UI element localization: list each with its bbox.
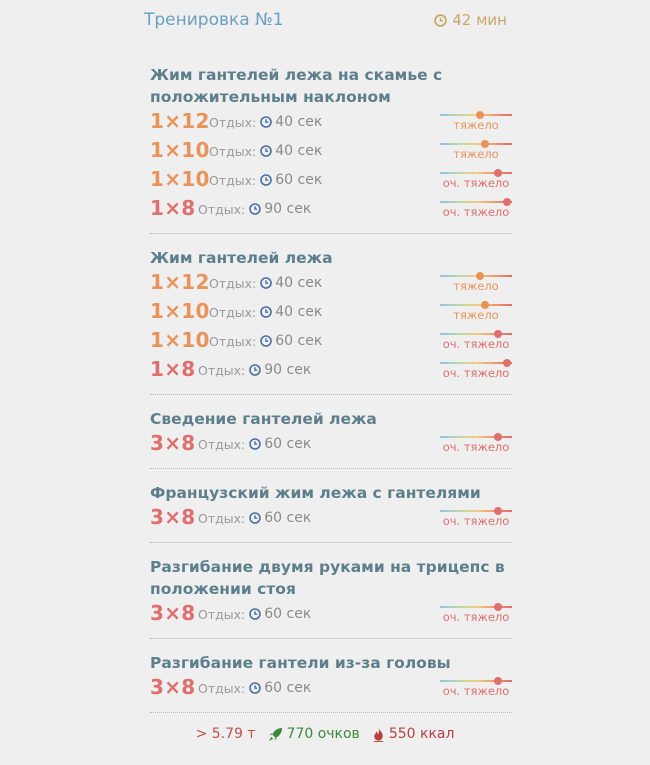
intensity-label: оч. тяжело: [442, 205, 510, 219]
rest-time: [198, 510, 311, 526]
set-reps: 3×8: [150, 431, 196, 455]
set-reps: 1×10: [150, 328, 210, 352]
set-row: [150, 298, 512, 327]
exercise-name[interactable]: Жим гантелей лежа: [150, 249, 333, 267]
clock-icon: [260, 116, 272, 128]
intensity-label: тяжело: [453, 118, 499, 132]
intensity-label: тяжело: [453, 308, 499, 322]
workout-duration: [434, 11, 507, 29]
set-row: [150, 504, 512, 533]
rest-label: Отдых:: [198, 680, 246, 696]
intensity-track: [440, 606, 512, 608]
intensity-track: [440, 510, 512, 512]
intensity-track: [440, 436, 512, 438]
set-reps: 1×10: [150, 138, 210, 162]
rest-time: [198, 680, 311, 696]
rest-label: Отдых:: [198, 362, 246, 378]
intensity-track: [440, 275, 512, 277]
intensity-track: [440, 333, 512, 335]
rest-value: 60 сек: [264, 510, 312, 526]
rest-time: [209, 333, 322, 349]
exercise-name[interactable]: Французский жим лежа с гантелями: [150, 484, 481, 502]
exercise-card[interactable]: [150, 556, 512, 639]
rest-value: 60 сек: [264, 436, 312, 452]
exercise-card[interactable]: [150, 408, 512, 469]
flame-icon: [372, 727, 385, 742]
intensity-label: оч. тяжело: [442, 337, 510, 351]
set-reps: 1×8: [150, 196, 196, 220]
intensity-track: [440, 114, 512, 116]
intensity-track: [440, 172, 512, 174]
rest-time: [209, 172, 322, 188]
rest-label: Отдых:: [209, 333, 257, 349]
intensity-track: [440, 201, 512, 203]
set-reps: 1×12: [150, 270, 210, 294]
clock-icon: [249, 438, 261, 450]
intensity-label: тяжело: [453, 279, 499, 293]
exercise-card[interactable]: [150, 247, 512, 395]
rest-value: 40 сек: [275, 275, 323, 291]
intensity-slider: [440, 114, 512, 136]
intensity-slider: [440, 333, 512, 355]
intensity-label: оч. тяжело: [442, 684, 510, 698]
set-reps: 1×8: [150, 357, 196, 381]
rest-time: [209, 304, 322, 320]
set-reps: 1×10: [150, 167, 210, 191]
rest-label: Отдых:: [209, 114, 257, 130]
rest-label: Отдых:: [209, 304, 257, 320]
calories-stat: [372, 726, 455, 742]
rocket-icon: [268, 727, 283, 742]
rest-label: Отдых:: [198, 606, 246, 622]
rest-value: 60 сек: [275, 172, 323, 188]
set-row: [150, 269, 512, 298]
tonnage-value: > 5.79 т: [195, 726, 256, 742]
set-row: [150, 108, 512, 137]
set-reps: 3×8: [150, 505, 196, 529]
clock-icon: [249, 364, 261, 376]
intensity-label: оч. тяжело: [442, 176, 510, 190]
set-row: [150, 327, 512, 356]
intensity-slider: [440, 436, 512, 458]
duration-value: 42 мин: [452, 11, 507, 29]
points-value: 770 очков: [286, 726, 360, 742]
workout-summary: [0, 726, 650, 742]
clock-icon: [249, 512, 261, 524]
workout-title[interactable]: Тренировка №1: [144, 10, 284, 30]
set-row: [150, 356, 512, 385]
intensity-track: [440, 362, 512, 364]
intensity-label: оч. тяжело: [442, 514, 510, 528]
clock-icon: [260, 306, 272, 318]
set-reps: 3×8: [150, 675, 196, 699]
rest-time: [209, 114, 322, 130]
intensity-slider: [440, 172, 512, 194]
clock-icon: [260, 145, 272, 157]
set-row: [150, 674, 512, 703]
rest-label: Отдых:: [198, 510, 246, 526]
exercise-name[interactable]: Разгибание двумя руками на трицепс в положении стоя: [150, 558, 505, 598]
workout-header: [0, 0, 650, 44]
rest-label: Отдых:: [209, 143, 257, 159]
intensity-track: [440, 143, 512, 145]
set-row: [150, 137, 512, 166]
set-reps: 1×10: [150, 299, 210, 323]
intensity-label: оч. тяжело: [442, 610, 510, 624]
clock-icon: [260, 174, 272, 186]
intensity-label: тяжело: [453, 147, 499, 161]
rest-label: Отдых:: [209, 172, 257, 188]
calories-value: 550 ккал: [388, 726, 455, 742]
rest-value: 40 сек: [275, 304, 323, 320]
intensity-label: оч. тяжело: [442, 440, 510, 454]
rest-label: Отдых:: [198, 436, 246, 452]
set-row: [150, 166, 512, 195]
rest-time: [198, 362, 311, 378]
rest-time: [209, 143, 322, 159]
intensity-slider: [440, 362, 512, 384]
exercise-card[interactable]: [150, 64, 512, 234]
intensity-track: [440, 304, 512, 306]
exercise-card[interactable]: [150, 482, 512, 543]
clock-icon: [260, 277, 272, 289]
intensity-slider: [440, 304, 512, 326]
intensity-slider: [440, 680, 512, 702]
rest-value: 60 сек: [275, 333, 323, 349]
intensity-slider: [440, 143, 512, 165]
clock-icon: [249, 608, 261, 620]
rest-value: 90 сек: [264, 362, 312, 378]
rest-time: [209, 275, 322, 291]
set-reps: 1×12: [150, 109, 210, 133]
rest-time: [198, 606, 311, 622]
exercise-name[interactable]: Разгибание гантели из-за головы: [150, 654, 451, 672]
clock-icon: [249, 203, 261, 215]
exercise-card[interactable]: [150, 652, 512, 713]
rest-value: 90 сек: [264, 201, 312, 217]
set-reps: 3×8: [150, 601, 196, 625]
rest-time: [198, 201, 311, 217]
rest-time: [198, 436, 311, 452]
clock-icon: [434, 14, 447, 27]
rest-label: Отдых:: [198, 201, 246, 217]
clock-icon: [260, 335, 272, 347]
exercise-list: [150, 64, 512, 726]
exercise-name[interactable]: Сведение гантелей лежа: [150, 410, 377, 428]
set-row: [150, 600, 512, 629]
intensity-label: оч. тяжело: [442, 366, 510, 380]
set-row: [150, 430, 512, 459]
set-row: [150, 195, 512, 224]
intensity-slider: [440, 201, 512, 223]
tonnage-stat: [196, 726, 256, 742]
rest-value: 40 сек: [275, 143, 323, 159]
exercise-name[interactable]: Жим гантелей лежа на скамье с положительным наклоном: [150, 66, 443, 106]
rest-value: 60 сек: [264, 680, 312, 696]
intensity-slider: [440, 510, 512, 532]
intensity-track: [440, 680, 512, 682]
intensity-slider: [440, 606, 512, 628]
rest-value: 40 сек: [275, 114, 323, 130]
points-stat: [268, 726, 360, 742]
rest-label: Отдых:: [209, 275, 257, 291]
intensity-slider: [440, 275, 512, 297]
clock-icon: [249, 682, 261, 694]
rest-value: 60 сек: [264, 606, 312, 622]
